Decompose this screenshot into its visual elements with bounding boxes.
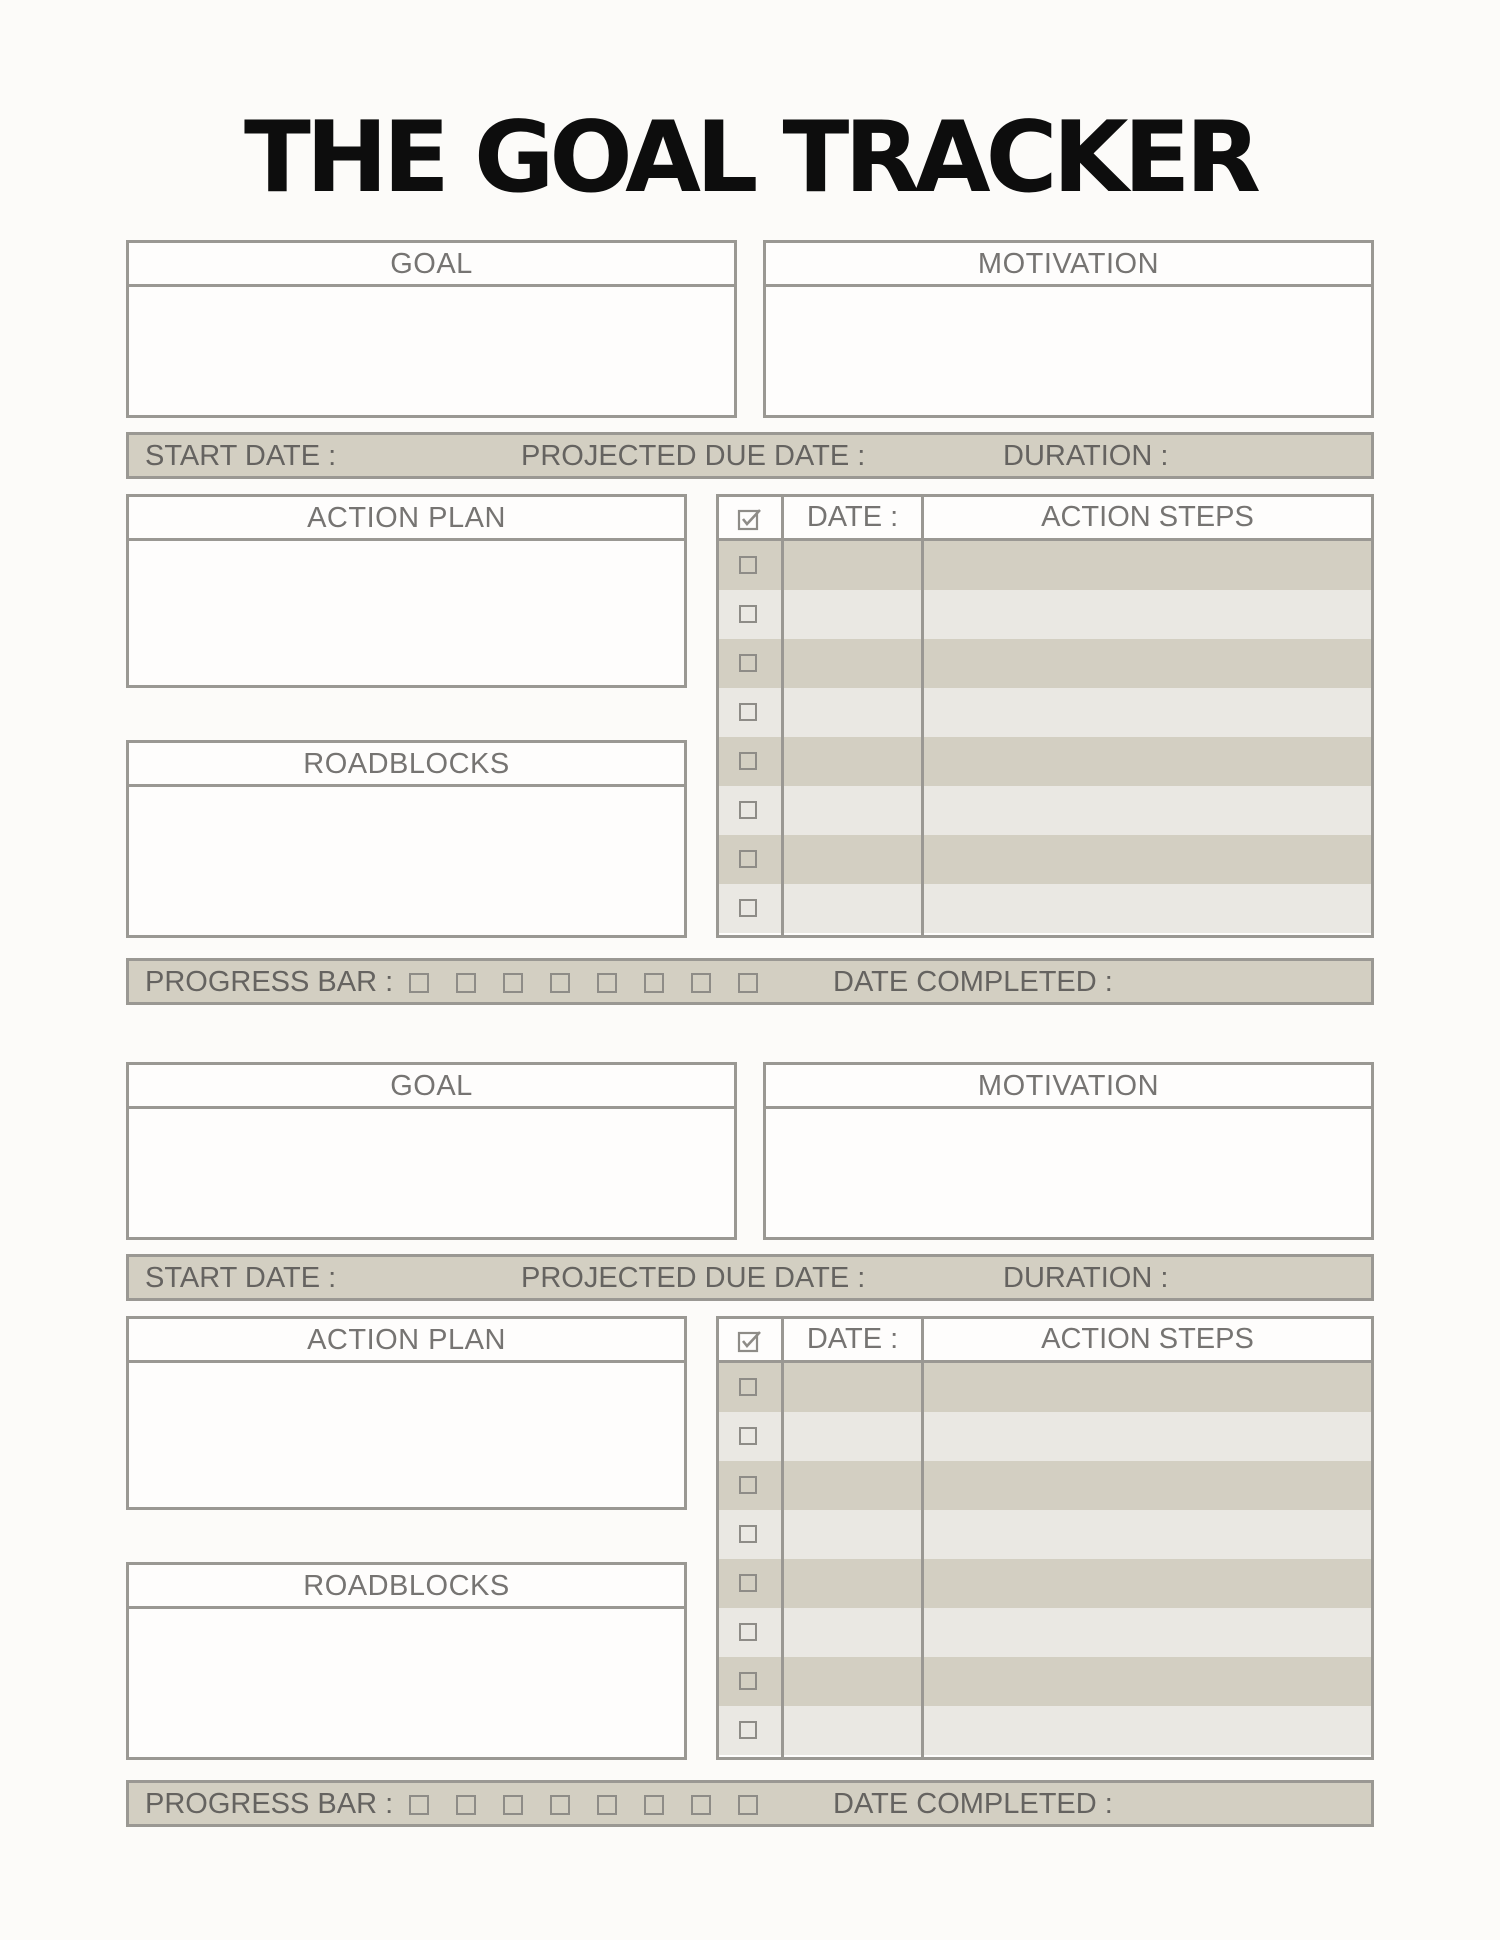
progress-checkbox[interactable] — [456, 973, 476, 993]
progress-checkbox[interactable] — [691, 973, 711, 993]
action-step-row[interactable] — [719, 1412, 1371, 1461]
duration-label: DURATION : — [1003, 1262, 1169, 1294]
motivation-box[interactable] — [763, 240, 1374, 418]
action-step-row[interactable] — [719, 1559, 1371, 1608]
progress-checkbox[interactable] — [738, 1795, 758, 1815]
date-column-header: DATE : — [806, 1323, 899, 1355]
motivation-box[interactable] — [763, 1062, 1374, 1240]
action-step-row[interactable] — [719, 1510, 1371, 1559]
progress-checkbox[interactable] — [503, 1795, 523, 1815]
action-steps-table — [716, 1316, 1374, 1760]
action-steps-column-header: ACTION STEPS — [1041, 501, 1254, 533]
date-column-header: DATE : — [806, 501, 899, 533]
motivation-header: MOTIVATION — [766, 1065, 1371, 1109]
action-step-row[interactable] — [719, 835, 1371, 884]
checkbox-icon[interactable] — [739, 752, 757, 770]
checkbox-icon[interactable] — [739, 1378, 757, 1396]
column-divider — [781, 497, 784, 935]
action-step-row[interactable] — [719, 1363, 1371, 1412]
table-header — [719, 1319, 1371, 1363]
action-step-row[interactable] — [719, 541, 1371, 590]
date-completed-label: DATE COMPLETED : — [833, 966, 1113, 998]
progress-boxes — [409, 1795, 769, 1817]
progress-checkbox[interactable] — [738, 973, 758, 993]
progress-checkbox[interactable] — [456, 1795, 476, 1815]
progress-checkbox[interactable] — [550, 1795, 570, 1815]
action-step-row[interactable] — [719, 590, 1371, 639]
checkbox-icon[interactable] — [739, 1623, 757, 1641]
roadblocks-box[interactable] — [126, 1562, 687, 1760]
goal-box[interactable] — [126, 1062, 737, 1240]
column-divider — [921, 497, 924, 935]
start-date-label: START DATE : — [145, 440, 337, 472]
checked-box-icon — [737, 507, 763, 531]
checkbox-icon[interactable] — [739, 1574, 757, 1592]
action-step-row[interactable] — [719, 1461, 1371, 1510]
action-step-row[interactable] — [719, 737, 1371, 786]
goal-header: GOAL — [129, 243, 734, 287]
checkbox-icon[interactable] — [739, 605, 757, 623]
action-step-row[interactable] — [719, 884, 1371, 933]
checkbox-icon[interactable] — [739, 703, 757, 721]
column-divider — [781, 1319, 784, 1757]
progress-checkbox[interactable] — [409, 1795, 429, 1815]
table-header — [719, 497, 1371, 541]
dates-bar — [126, 1254, 1374, 1301]
checkbox-icon[interactable] — [739, 1476, 757, 1494]
progress-checkbox[interactable] — [503, 973, 523, 993]
progress-checkbox[interactable] — [409, 973, 429, 993]
action-steps-column-header: ACTION STEPS — [1041, 1323, 1254, 1355]
progress-boxes — [409, 973, 769, 995]
checkbox-icon[interactable] — [739, 1427, 757, 1445]
progress-bar-label: PROGRESS BAR : — [145, 1788, 394, 1820]
checkbox-icon[interactable] — [739, 556, 757, 574]
progress-bar-label: PROGRESS BAR : — [145, 966, 394, 998]
checkbox-icon[interactable] — [739, 850, 757, 868]
action-step-row[interactable] — [719, 786, 1371, 835]
roadblocks-header: ROADBLOCKS — [129, 1565, 684, 1609]
column-divider — [921, 1319, 924, 1757]
action-step-row[interactable] — [719, 1706, 1371, 1755]
checkbox-icon[interactable] — [739, 801, 757, 819]
action-plan-header: ACTION PLAN — [129, 497, 684, 541]
start-date-label: START DATE : — [145, 1262, 337, 1294]
progress-bar-row — [126, 1780, 1374, 1827]
checkbox-icon[interactable] — [739, 654, 757, 672]
progress-checkbox[interactable] — [597, 973, 617, 993]
roadblocks-box[interactable] — [126, 740, 687, 938]
action-step-row[interactable] — [719, 1657, 1371, 1706]
projected-due-date-label: PROJECTED DUE DATE : — [521, 440, 866, 472]
action-step-row[interactable] — [719, 688, 1371, 737]
motivation-header: MOTIVATION — [766, 243, 1371, 287]
action-plan-box[interactable] — [126, 1316, 687, 1510]
goal-header: GOAL — [129, 1065, 734, 1109]
goal-box[interactable] — [126, 240, 737, 418]
progress-checkbox[interactable] — [644, 1795, 664, 1815]
progress-bar-row — [126, 958, 1374, 1005]
projected-due-date-label: PROJECTED DUE DATE : — [521, 1262, 866, 1294]
progress-checkbox[interactable] — [597, 1795, 617, 1815]
duration-label: DURATION : — [1003, 440, 1169, 472]
progress-checkbox[interactable] — [550, 973, 570, 993]
action-plan-box[interactable] — [126, 494, 687, 688]
progress-checkbox[interactable] — [644, 973, 664, 993]
action-rows — [719, 1363, 1371, 1757]
action-steps-table — [716, 494, 1374, 938]
action-step-row[interactable] — [719, 1608, 1371, 1657]
date-completed-label: DATE COMPLETED : — [833, 1788, 1113, 1820]
action-rows — [719, 541, 1371, 935]
roadblocks-header: ROADBLOCKS — [129, 743, 684, 787]
action-step-row[interactable] — [719, 639, 1371, 688]
page-title: THE GOAL TRACKER — [244, 101, 1256, 215]
checked-box-icon — [737, 1329, 763, 1353]
checkbox-icon[interactable] — [739, 1721, 757, 1739]
checkbox-icon[interactable] — [739, 1672, 757, 1690]
progress-checkbox[interactable] — [691, 1795, 711, 1815]
action-plan-header: ACTION PLAN — [129, 1319, 684, 1363]
checkbox-icon[interactable] — [739, 899, 757, 917]
checkbox-icon[interactable] — [739, 1525, 757, 1543]
dates-bar — [126, 432, 1374, 479]
